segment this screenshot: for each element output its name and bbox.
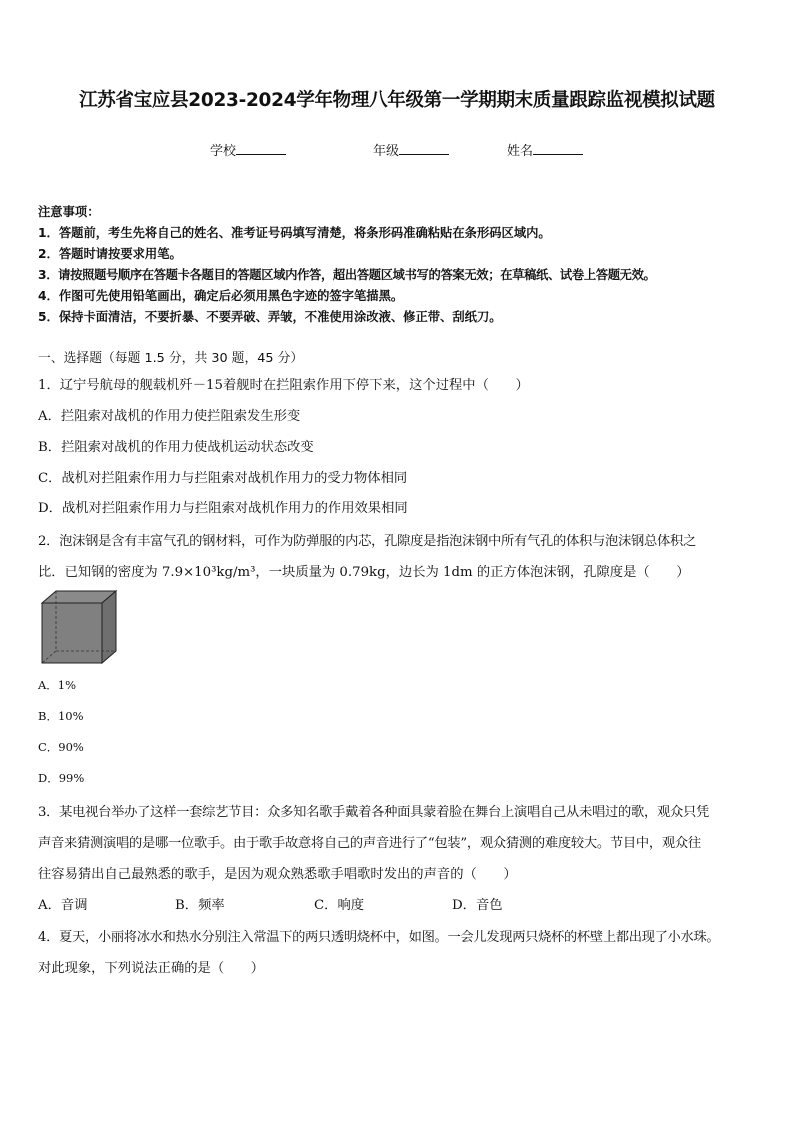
q3-option-d[interactable]: D．音色 [452,898,503,913]
notice-block [38,202,778,328]
grade-field[interactable] [373,140,449,159]
notice-item: 3．请按照题号顺序在答题卡各题目的答题区域内作答，超出答题区域书写的答案无效；在草稿纸、试卷上答题无效。 [38,268,656,282]
q1-option-b[interactable]: B．拦阻索对战机的作用力使战机运动状态改变 [38,440,314,455]
name-blank[interactable] [533,140,583,155]
q3-option-c[interactable]: C．响度 [314,898,365,913]
notice-item: 4．作图可先使用铅笔画出，确定后必须用黑色字迹的签字笔描黑。 [38,289,404,303]
student-info-row [0,140,794,160]
page-title: 江苏省宝应县2023-2024学年物理八年级第一学期期末质量跟踪监视模拟试题 [79,90,715,111]
notice-item: 2．答题时请按要求用笔。 [38,247,182,261]
question-3-stem-line-3: 往容易猜出自己最熟悉的歌手，是因为观众熟悉歌手唱歌时发出的声音的（ ） [38,867,517,882]
cube-figure [40,589,120,665]
question-3-stem-line-2: 声音来猜测演唱的是哪一位歌手。由于歌手故意将自己的声音进行了“包装”，观众猜测的难度较大。节目中，观众往 [38,836,701,851]
question-2-stem-line-2: 比．已知钢的密度为 7.9×10³kg/m³，一块质量为 0.79kg，边长为 1dm 的正方体泡沫钢，孔隙度是（ ） [38,565,690,580]
grade-label: 年级 [373,144,400,159]
grade-blank[interactable] [399,140,449,155]
q1-option-d[interactable]: D．战机对拦阻索作用力与拦阻索对战机作用力的作用效果相同 [38,501,408,516]
q2-option-d[interactable]: D．99% [38,771,85,785]
question-4-stem-line-1: 4．夏天，小丽将冰水和热水分别注入常温下的两只透明烧杯中，如图。一会儿发现两只烧杯的杯壁上都出现了小水珠。 [38,930,720,945]
question-2-stem-line-1: 2．泡沫钢是含有丰富气孔的钢材料，可作为防弹服的内芯，孔隙度是指泡沫钢中所有气孔的体积与泡沫钢总体积之 [38,534,697,549]
section-heading: 一、选择题（每题 1.5 分，共 30 题，45 分） [38,351,304,366]
q2-option-a[interactable]: A．1% [38,678,77,692]
question-3-stem-line-1: 3．某电视台举办了这样一套综艺节目：众多知名歌手戴着各种面具蒙着脸在舞台上演唱自己从未唱过的歌，观众只凭 [38,805,709,820]
notice-item: 5．保持卡面清洁，不要折暴、不要弄破、弄皱，不准使用涂改液、修正带、刮纸刀。 [38,310,502,324]
question-1-stem: 1．辽宁号航母的舰载机歼－15着舰时在拦阻索作用下停下来，这个过程中（ ） [38,378,529,393]
school-blank[interactable] [236,140,286,155]
question-4-stem-line-2: 对此现象，下列说法正确的是（ ） [38,961,265,976]
q1-option-a[interactable]: A．拦阻索对战机的作用力使拦阻索发生形变 [38,409,301,424]
school-label: 学校 [210,144,237,159]
notice-item: 1．答题前，考生先将自己的姓名、准考证号码填写清楚，将条形码准确粘贴在条形码区域内。 [38,226,551,240]
notice-heading: 注意事项： [38,205,100,219]
q2-option-c[interactable]: C．90% [38,740,84,754]
school-field[interactable] [210,140,286,159]
name-field[interactable] [507,140,583,159]
q3-option-b[interactable]: B．频率 [175,898,225,913]
q2-option-b[interactable]: B．10% [38,709,84,723]
q1-option-c[interactable]: C．战机对拦阻索作用力与拦阻索对战机作用力的受力物体相同 [38,471,408,486]
name-label: 姓名 [507,144,534,159]
q3-option-a[interactable]: A．音调 [38,898,88,913]
